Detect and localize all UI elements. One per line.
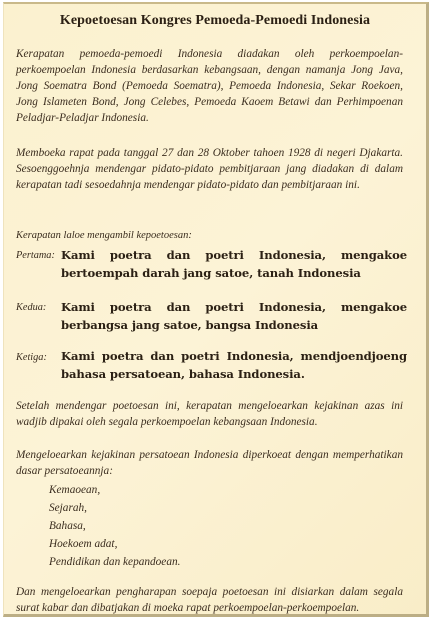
- oath-third-text: Kami poetra dan poetri Indonesia, mendjoendjoeng bahasa persatoean, bahasa Indonesia.: [61, 349, 407, 381]
- document-title: Kepoetoesan Kongres Pemoeda-Pemoedi Indonesia: [59, 13, 371, 28]
- oath-third-label: Ketiga:: [16, 352, 47, 363]
- oath-second-label: Kedua:: [16, 302, 47, 313]
- foundation-item: Bahasa,: [49, 520, 86, 532]
- foundation-item: Hoekoem adat,: [49, 538, 118, 550]
- oath-second-text: Kami poetra dan poetri Indonesia, mengakoe berbangsa jang satoe, bangsa Indonesia: [61, 300, 407, 332]
- document-page: [3, 2, 429, 617]
- closing-paragraph: Dan mengeloearkan pengharapan soepaja poetoesan ini disiarkan dalam segala surat kabar dan dibatjakan di moeka rapat perkoempoelan-perkoempoelan.: [16, 586, 403, 614]
- intro-paragraph: Kerapatan pemoeda-pemoedi Indonesia diadakan oleh perkoempoelan-perkoempoelan Indonesia berdasarkan kebangsaan, dengan namanja Jong Java, Jong Soematra Bond (Pemoeda Soematra), Pemoeda Indonesia, Sekar Roekoen, Jong Islameten Bond, Jong Celebes, Pemoeda Kaoem Betawi dan Perhimpoenan Peladjar-Peladjar Indonesia.: [16, 48, 403, 124]
- oath-first-label: Pertama:: [16, 250, 55, 261]
- foundations-intro-paragraph: Mengeloearkan kejakinan persatoean Indonesia diperkoeat dengan memperhatikan dasar persatoeannja:: [16, 449, 403, 477]
- foundation-item: Kemaoean,: [49, 484, 101, 496]
- oath-first-text: Kami poetra dan poetri Indonesia, mengakoe bertoempah darah jang satoe, tanah Indonesia: [61, 248, 407, 280]
- foundation-item: Pendidikan dan kepandoean.: [49, 556, 181, 568]
- decision-intro: Kerapatan laloe mengambil kepoetoesan:: [16, 230, 192, 241]
- foundation-item: Sejarah,: [49, 502, 87, 514]
- after-decision-paragraph: Setelah mendengar poetoesan ini, kerapatan mengeloearkan kejakinan azas ini wadjib dipakai oleh segala perkoempoelan kebangsaan Indonesia.: [16, 400, 403, 428]
- meeting-paragraph: Memboeka rapat pada tanggal 27 dan 28 Oktober tahoen 1928 di negeri Djakarta. Sesoenggoehnja mendengar pidato-pidato pembitjaraan jang diadakan di dalam kerapatan tadi sesoedahnja mendengar pidato-pidato dan pembitjaraan ini.: [16, 147, 403, 191]
